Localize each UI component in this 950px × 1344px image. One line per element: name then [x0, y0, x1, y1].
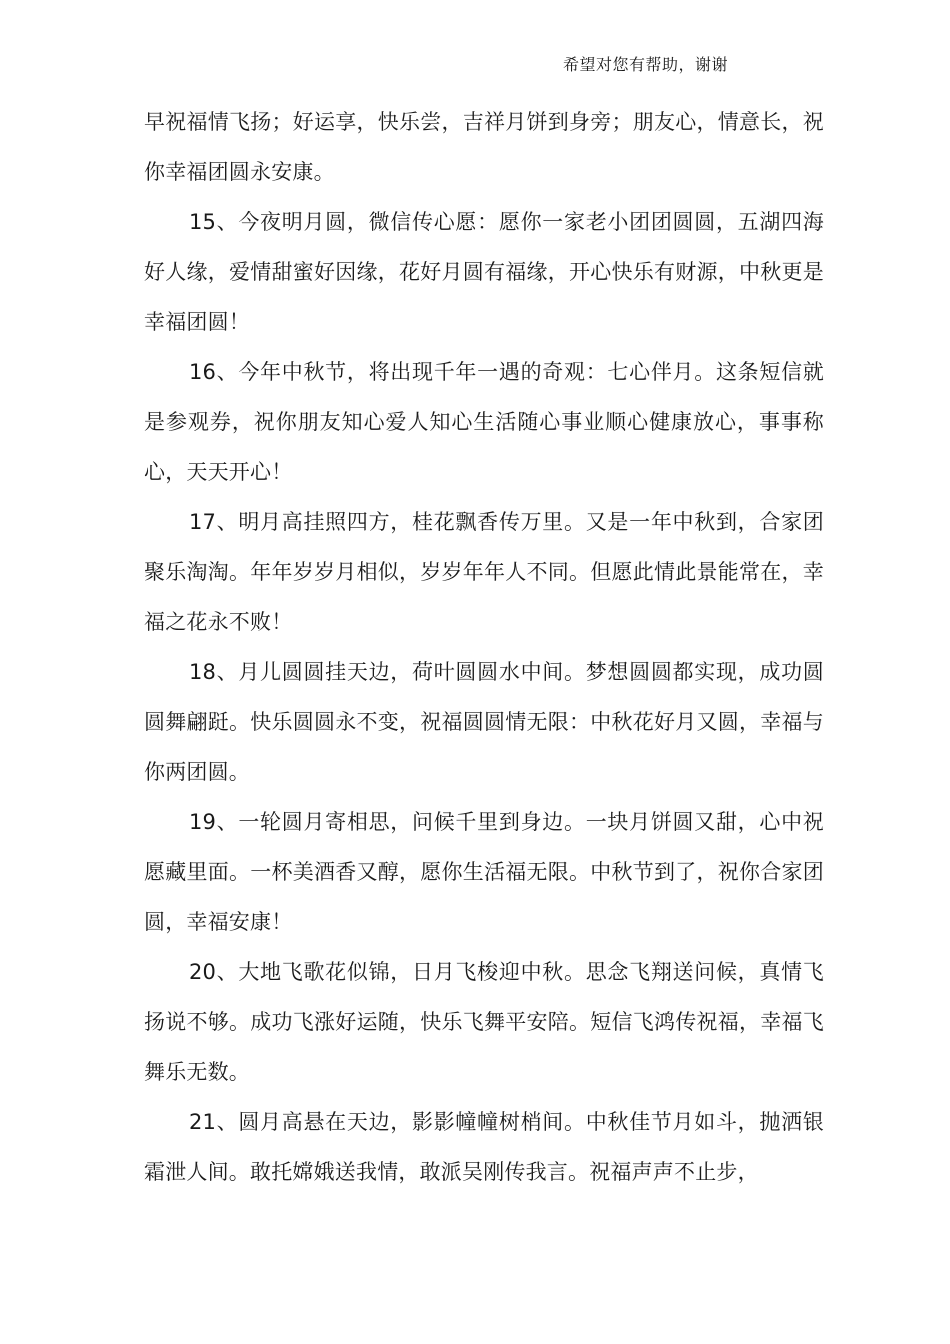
paragraph: 17、明月高挂照四方，桂花飘香传万里。又是一年中秋到，合家团聚乐淘淘。年年岁岁月相似，岁岁年年人不同。但愿此情此景能常在，幸福之花永不败！ — [144, 510, 824, 634]
paragraph: 18、月儿圆圆挂天边，荷叶圆圆水中间。梦想圆圆都实现，成功圆圆舞翩跹。快乐圆圆永不变，祝福圆圆情无限：中秋花好月又圆，幸福与你两团圆。 — [144, 660, 824, 784]
paragraph: 早祝福情飞扬；好运享，快乐尝，吉祥月饼到身旁；朋友心，情意长，祝你幸福团圆永安康。 — [144, 110, 824, 184]
paragraph: 15、今夜明月圆，微信传心愿：愿你一家老小团团圆圆，五湖四海好人缘，爱情甜蜜好因缘，花好月圆有福缘，开心快乐有财源，中秋更是幸福团圆！ — [144, 210, 824, 334]
paragraph: 20、大地飞歌花似锦，日月飞梭迎中秋。思念飞翔送问候，真情飞扬说不够。成功飞涨好运随，快乐飞舞平安陪。短信飞鸿传祝福，幸福飞舞乐无数。 — [144, 960, 824, 1084]
document-body — [144, 97, 824, 1197]
header-note: 希望对您有帮助，谢谢 — [563, 55, 729, 74]
paragraph: 16、今年中秋节，将出现千年一遇的奇观：七心伴月。这条短信就是参观券，祝你朋友知心爱人知心生活随心事业顺心健康放心，事事称心，天天开心！ — [144, 360, 824, 484]
paragraph: 21、圆月高悬在天边，影影幢幢树梢间。中秋佳节月如斗，抛洒银霜泄人间。敢托嫦娥送我情，敢派吴刚传我言。祝福声声不止步， — [144, 1110, 824, 1184]
paragraph: 19、一轮圆月寄相思，问候千里到身边。一块月饼圆又甜，心中祝愿藏里面。一杯美酒香又醇，愿你生活福无限。中秋节到了，祝你合家团圆，幸福安康！ — [144, 810, 824, 934]
